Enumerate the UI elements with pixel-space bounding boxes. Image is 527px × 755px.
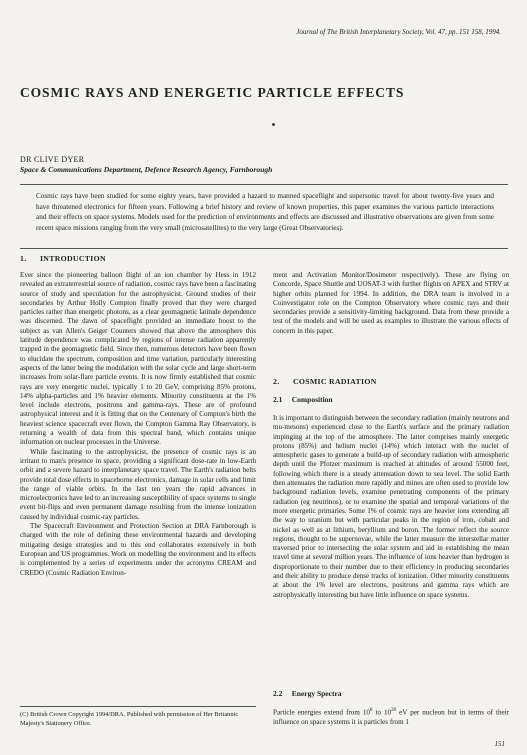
intro-paragraph-4: ment and Activation Monitor/Dosimeter respectively). These are flying on Concorde, Space Shuttle and UOSAT-3 with further flights on APEX and STRV at higher orbits planned for 1994. In addition, the DRA team is involved in a Coinvestigator role on the Compton Observatory where cosmic rays and their secondaries provide a sensitivity-limiting background. Data from these provide a test of the models and will be used as examples to illustrate the various effects of concern in this paper. bbox=[273, 271, 509, 335]
left-column bbox=[20, 271, 256, 578]
intro-paragraph-2: While fascinating to the astrophysicist, the presence of cosmic rays is an irritant to man's presence in space, providing a significant dose-rate in low-Earth orbit and a severe hazard to interplanetary space travel. The Earth's radiation belts provide total dose effects in spaceborne electronics, damage in solar cells and limit the range of viable orbits. In the last ten years the rapid advances in microelectronics have led to an increasing susceptibility of space systems to single event bit-flips and even permanent damage resulting from the intense ionization caused by individual cosmic-ray particles. bbox=[20, 447, 256, 521]
right-column-composition bbox=[273, 414, 509, 600]
intro-paragraph-3: The Spacecraft Environment and Protection Section at DRA Farnborough is charged with the role of defining these environmental hazards and developing mitigating design strategies and to this end collaborates extensively in both European and US programmes. Work on modelling the environment and its effects is complemented by a series of experiments under the acronyms CREAM and CREDO (Cosmic Radiation Environ- bbox=[20, 522, 256, 577]
energy-exp-2: 20 bbox=[391, 708, 397, 713]
author-name: DR CLIVE DYER bbox=[20, 155, 85, 164]
article-title: COSMIC RAYS AND ENERGETIC PARTICLE EFFECTS bbox=[20, 85, 405, 100]
right-column-top bbox=[273, 271, 509, 336]
stray-mark bbox=[272, 123, 275, 126]
section-2-1-heading: 2.1 Composition bbox=[273, 395, 333, 404]
copyright-footnote: (C) British Crown Copyright 1994/DRA. Published with permission of Her Britannic Majesty's Stationery Office. bbox=[20, 711, 239, 727]
abstract: Cosmic rays have been studied for some eighty years, have provided a hazard to manned spaceflight and supersonic travel for about twenty-five years and have threatened electronics for fifteen years. Following a brief history and review of known properties, this paper examines the various particle interactions and their effects on space systems. Models used for the prediction of environments and effects are discussed and illustrative observations are given from some recent space missions ranging from the very small (microsatellites) to the very large (Great Observatories). bbox=[36, 192, 494, 232]
energy-text-c: eV per nucleon but in terms of their influence on space systems it is particles from 1 bbox=[273, 708, 509, 726]
energy-text-a: Particle energies extend from 10 bbox=[273, 708, 370, 717]
section-2-2-heading: 2.2 Energy Spectra bbox=[273, 689, 342, 698]
footnote-rule bbox=[20, 706, 256, 707]
energy-spectra-paragraph bbox=[273, 706, 509, 727]
section-1-heading: 1. INTRODUCTION bbox=[20, 254, 106, 263]
energy-exp-1: 8 bbox=[369, 708, 373, 713]
journal-citation: Journal of The British Interplanetary Society, Vol. 47, pp. 151 158, 1994. bbox=[296, 28, 501, 36]
page-number: 151 bbox=[494, 740, 505, 748]
energy-text-b: to 10 bbox=[372, 708, 392, 717]
composition-paragraph: It is important to distinguish between the secondary radiation (mainly neutrons and mu-mesons) experienced close to the Earth's surface and the primary radiation impinging at the top of the atmosphere. The latter comprises mainly energetic protons (85%) and helium nuclei (14%) which interact with the nuclei of atmospheric gases to generate a build-up of secondary radiation with atmospheric depth until the Pfotzer maximum is reached at altitudes of around 55000 feet, following which there is a steady attenuation down to sea level. The solid Earth then attenuates the radiation more rapidly and mines are often used to provide low background radiation levels, examine penetrating components of the primary radiation (eg neutrinos), or to examine the spatial and temporal variations of the more energetic primaries. Some 1% of cosmic rays are heavier ions extending all the way to uranium but with particular peaks in the region of iron, cobalt and nickel as well as at lithium, beryllium and boron. The former reflect the source regions, thought to be supernovae, while the latter measure the interstellar matter traversed prior to intersecting the solar system and aid in establishing the mean travel time at several million years. The influence of ions heavier than hydrogen is disproportionate to their number due to their efficiency in producing secondaries and their ability to produce dense tracks of ionization. Other minority constituents at about the 1% level are electrons, positrons and gamma rays which are astrophysically interesting but have little influence on space systems. bbox=[273, 414, 509, 599]
right-column-energy bbox=[273, 706, 509, 727]
intro-paragraph-1: Ever since the pioneering balloon flight of an ion chamber by Hess in 1912 revealed an extraterrestrial source of radiation, cosmic rays have been a fascinating source of study and speculation for the astrophysicist. Ground studies of their secondaries by Arthur Holly Compton finally proved that they were charged particles rather than energetic photons, as a clear geomagnetic latitude dependence was discerned. The dawn of spaceflight provided an immediate boost to the subject as van Allen's Geiger Counters showed that above the atmosphere this latitude dependence was complicated by regions of intense radiation apparently trapped in the geomagnetic field. Since then, numerous detectors have been flown to elucidate the spectrum, composition and time variation, particularly interesting aspects of the latter being the modulation with the solar cycle and large short-term increases from solar-flare particle events. It is now firmly established that cosmic rays are very energetic nuclei, typically 1 to 20 GeV, comprising 85% protons, 14% alpha-particles and 1% heavier elements. Minority constituents at the 1% level include electrons, positrons and gamma-rays. These are of profound astrophysical interest and it is fitting that on the Centenary of Compton's birth the heaviest science spacecraft ever flown, the Compton Gamma Ray Observatory, is returning a wealth of data from this spectral band, which contains unique information on nuclear processes in the Universe. bbox=[20, 271, 256, 447]
author-affiliation: Space & Communications Department, Defence Research Agency, Farnborough bbox=[20, 165, 273, 174]
abstract-bottom-rule bbox=[20, 248, 508, 249]
section-2-heading: 2. COSMIC RADIATION bbox=[273, 377, 377, 386]
abstract-top-rule bbox=[20, 184, 508, 185]
